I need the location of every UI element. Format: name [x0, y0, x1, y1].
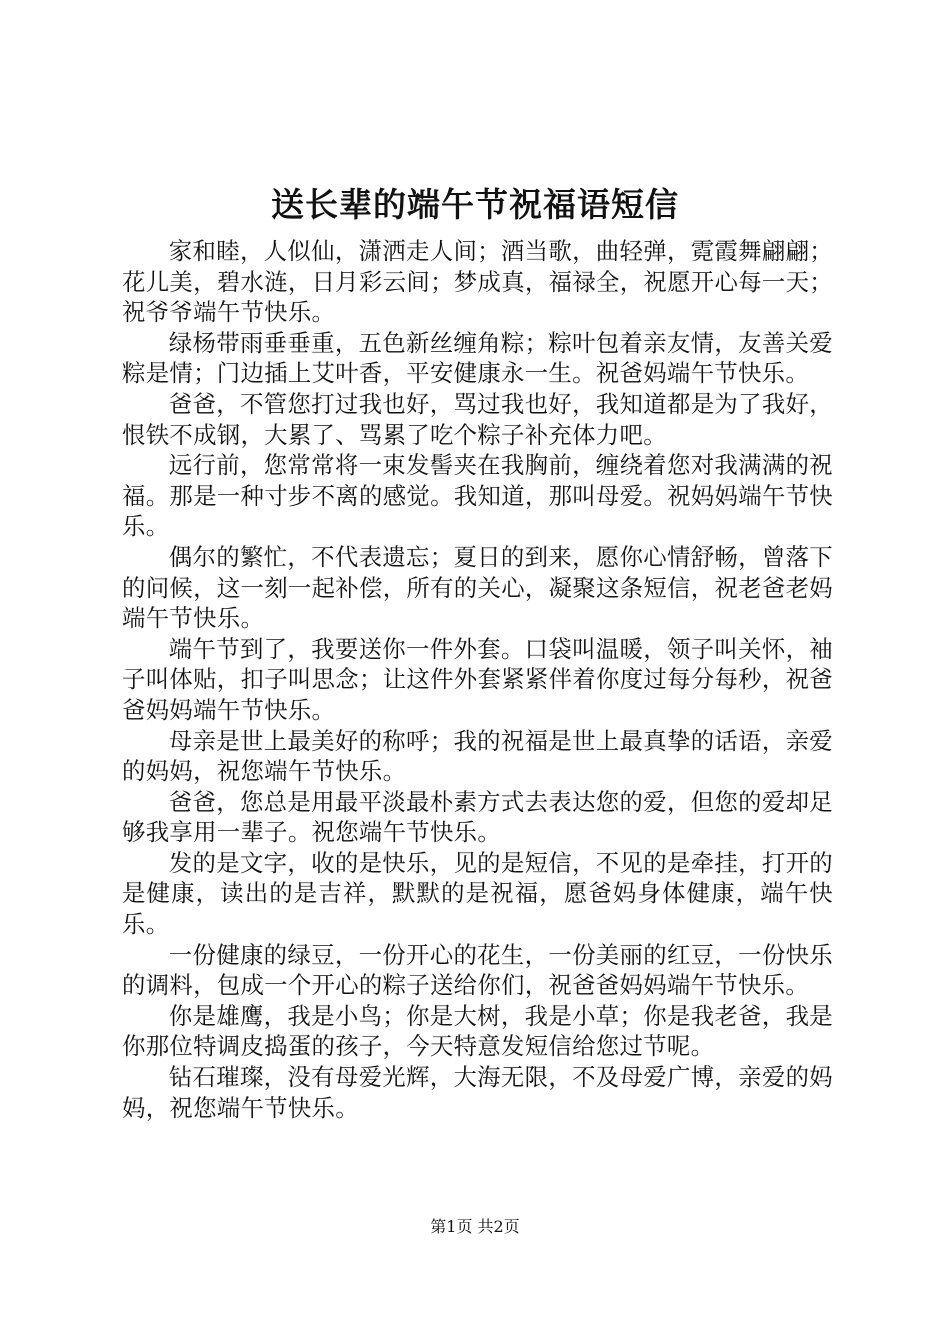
document-body: [122, 236, 833, 1123]
paragraph: 端午节到了，我要送你一件外套。口袋叫温暖，领子叫关怀，袖子叫体贴，扣子叫思念；让这件外套紧紧伴着你度过每分每秒，祝爸爸妈妈端午节快乐。: [122, 634, 833, 724]
paragraph: 钻石璀璨，没有母爱光辉，大海无限，不及母爱广博，亲爱的妈妈，祝您端午节快乐。: [122, 1063, 833, 1122]
paragraph: 偶尔的繁忙，不代表遗忘；夏日的到来，愿你心情舒畅，曾落下的问候，这一刻一起补偿，所有的关心，凝聚这条短信，祝老爸老妈端午节快乐。: [122, 542, 833, 633]
paragraph: 母亲是世上最美好的称呼；我的祝福是世上最真挚的话语，亲爱的妈妈，祝您端午节快乐。: [122, 726, 833, 786]
document-title: 送长辈的端午节祝福语短信: [271, 185, 679, 224]
paragraph: 发的是文字，收的是快乐，见的是短信，不见的是牵挂，打开的是健康，读出的是吉祥，默默的是祝福，愿爸妈身体健康，端午快乐。: [122, 848, 833, 939]
paragraph: 家和睦，人似仙，潇洒走人间；酒当歌，曲轻弹，霓霞舞翩翩；花儿美，碧水涟，日月彩云间；梦成真，福禄全，祝愿开心每一天；祝爷爷端午节快乐。: [122, 237, 833, 327]
paragraph: 你是雄鹰，我是小鸟；你是大树，我是小草；你是我老爸，我是你那位特调皮捣蛋的孩子，今天特意发短信给您过节呢。: [122, 1001, 833, 1061]
page-indicator: 第1页 共2页: [430, 1217, 520, 1236]
paragraph: 远行前，您常常将一束发髻夹在我胸前，缠绕着您对我满满的祝福。那是一种寸步不离的感觉。我知道，那叫母爱。祝妈妈端午节快乐。: [122, 451, 833, 541]
paragraph: 绿杨带雨垂垂重，五色新丝缠角粽；粽叶包着亲友情，友善关爱粽是情；门边插上艾叶香，平安健康永一生。祝爸妈端午节快乐。: [122, 328, 833, 388]
paragraph: 爸爸，您总是用最平淡最朴素方式去表达您的爱，但您的爱却足够我享用一辈子。祝您端午节快乐。: [122, 787, 833, 847]
paragraph: 爸爸，不管您打过我也好，骂过我也好，我知道都是为了我好，恨铁不成钢，大累了、骂累了吃个粽子补充体力吧。: [122, 389, 833, 449]
paragraph: 一份健康的绿豆，一份开心的花生，一份美丽的红豆，一份快乐的调料，包成一个开心的粽子送给你们，祝爸爸妈妈端午节快乐。: [122, 940, 833, 1000]
